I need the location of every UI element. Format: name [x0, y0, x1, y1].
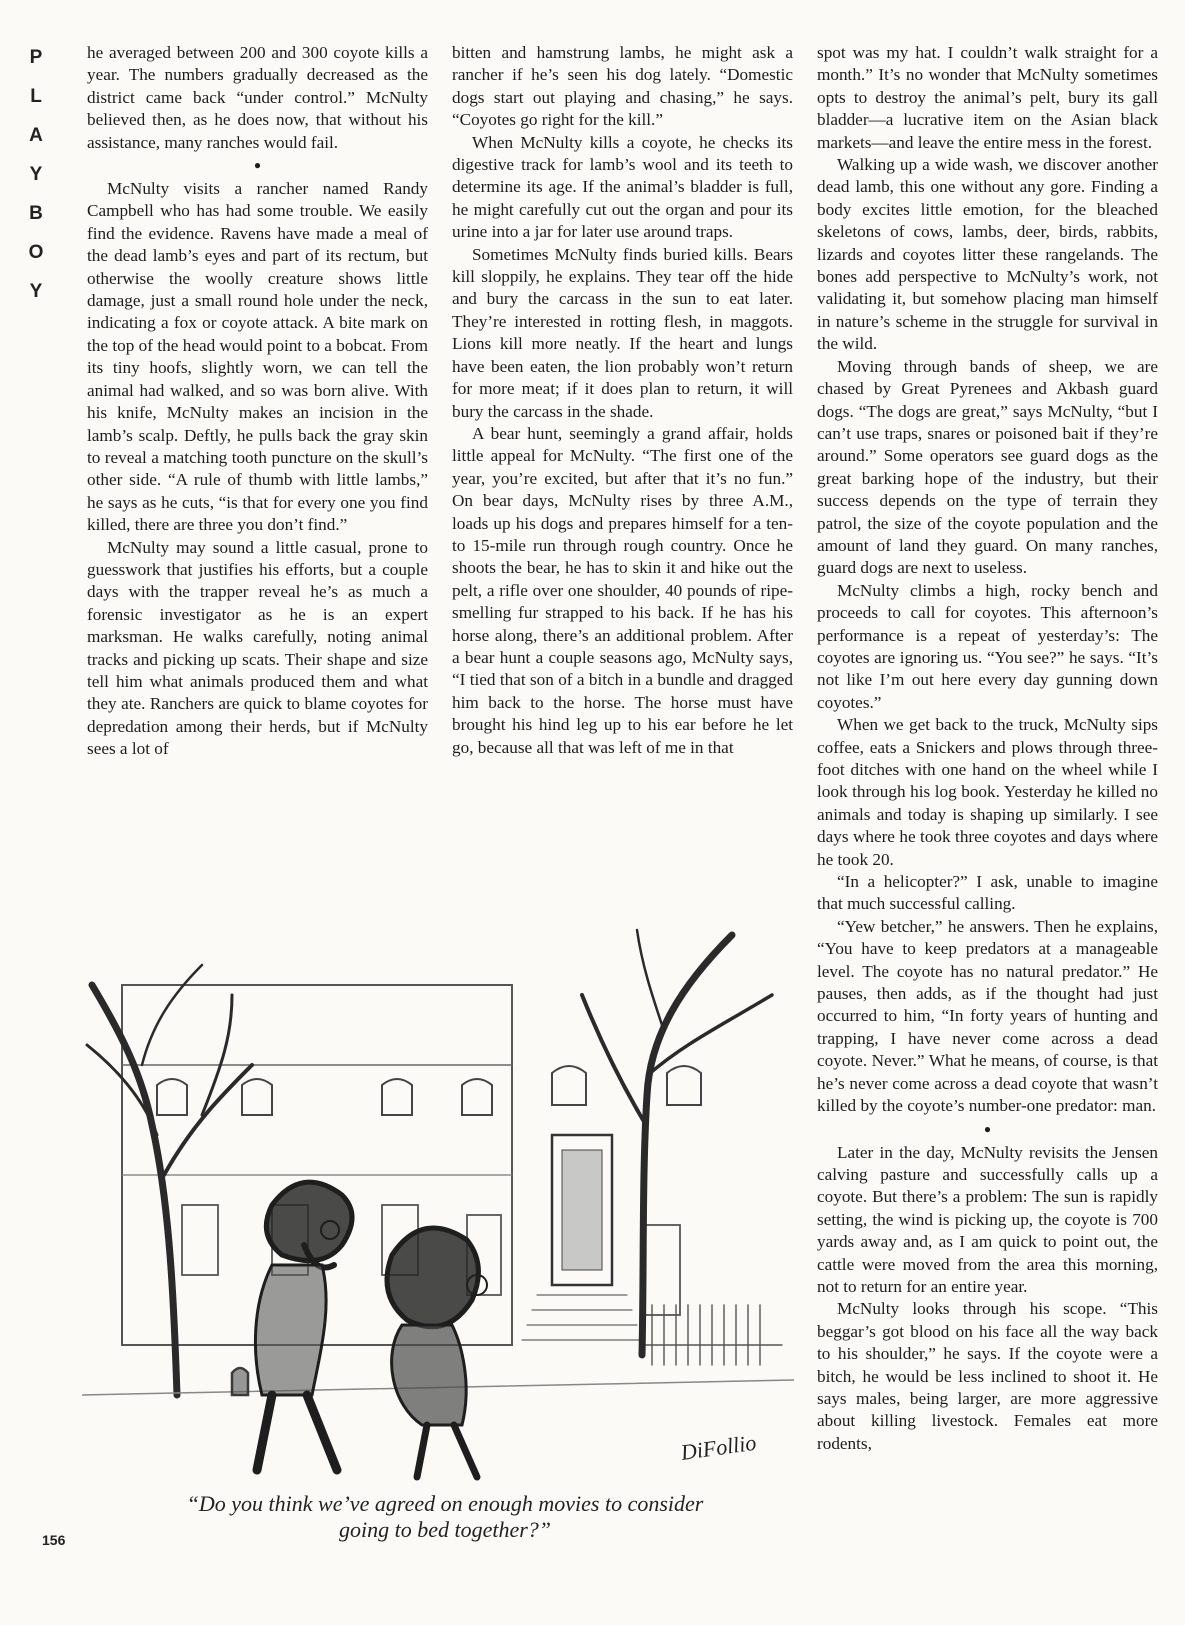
cartoon-signature: DiFollio [679, 1429, 758, 1465]
body-paragraph: he averaged between 200 and 300 coyote kills a year. The numbers gradually decreased as the district came back “under control.” McNulty believed then, as he does now, that without his assistance, many ranches would fail. [87, 43, 428, 152]
magazine-name-vertical [18, 38, 54, 311]
cartoon-caption: “Do you think we’ve agreed on enough movies to consider going to bed together?” [186, 1491, 704, 1542]
body-paragraph: spot was my hat. I couldn’t walk straight for a month.” It’s no wonder that McNulty sometimes opts to destroy the animal’s pelt, bury its gall bladder—a lucrative item on the Asian black markets—and leave the entire mess in the forest. [817, 43, 1158, 152]
body-paragraph: Later in the day, McNulty revisits the Jensen calving pasture and successfully calls up a coyote. But there’s a problem: The sun is rapidly setting, the wind is picking up, the coyote is 700 yards away and, as I am quick to point out, the cattle were moved from the area this morning, not to return for an entire year. [817, 1142, 1158, 1296]
magazine-letter: L [30, 86, 42, 107]
article-column-1 [87, 42, 428, 761]
body-paragraph: When we get back to the truck, McNulty sips coffee, eats a Snickers and plows through three-foot ditches with one hand on the wheel while I look through his log book. Yesterday he killed no animals and today is shaping up similarly. I see days where he took three coyotes and days where he took 20. [817, 715, 1158, 869]
body-paragraph: When McNulty kills a coyote, he checks its digestive track for lamb’s wool and its teeth to determine its age. If the animal’s bladder is full, he might carefully cut out the organ and pour its urine into a jar for later use around traps. [452, 132, 793, 242]
body-paragraph: Sometimes McNulty finds buried kills. Bears kill sloppily, he explains. They tear off the hide and bury the carcass in the sun to eat later. They’re interested in rotting flesh, in maggots. Lions kill more neatly. If the heart and lungs have been eaten, the lion probably won’t return for more meat; if it does plan to return, it will bury the carcass in the shade. [452, 244, 793, 421]
body-paragraph: McNulty looks through his scope. “This beggar’s got blood on his face all the way back to his shoulder,” he says. If the coyote were a bitch, he would be less inclined to shoot it. He says males, being larger, are more aggressive about killing livestock. Females eat more rodents, [817, 1299, 1158, 1453]
magazine-letter: P [29, 47, 43, 68]
article-column-2 [452, 42, 793, 759]
body-paragraph: “In a helicopter?” I ask, unable to imagine that much successful calling. [817, 872, 1158, 914]
magazine-letter: A [29, 125, 43, 146]
section-separator-dot: ● [253, 158, 262, 173]
body-paragraph: Walking up a wide wash, we discover another dead lamb, this one without any gore. Finding a body excites little emotion, for the bleached skeletons of cows, lambs, deer, birds, rabbits, lizards and coyotes litter these rangelands. The bones add perspective to McNulty’s work, not validating it, but somehow placing man himself in nature’s scheme in the struggle for survival in the wild. [817, 155, 1158, 354]
magazine-letter: O [28, 242, 44, 263]
body-paragraph: “Yew betcher,” he answers. Then he explains, “You have to keep predators at a manageable level. The coyote has no natural predator.” He pauses, then adds, as if the thought had just occurred to him, “In forty years of hunting and trapping, I have never come across a dead coyote. Never.” What he means, of course, is that he’s never come across a dead coyote that wasn’t killed by the coyote’s number-one predator: man. [817, 916, 1158, 1116]
section-separator-dot: ● [983, 1121, 992, 1136]
magazine-letter: B [29, 203, 43, 224]
cartoon-illustration [82, 925, 794, 1485]
magazine-letter: Y [29, 164, 43, 185]
article-column-3 [817, 42, 1158, 1455]
body-paragraph: McNulty may sound a little casual, prone to guesswork that justifies his efforts, but a couple days with the trapper reveal he’s as much a forensic investigator as he is an expert marksman. He walks carefully, noting animal tracks and picking up scats. Their shape and size tell him what animals produced them and what they ate. Ranchers are quick to blame coyotes for depredation among their herds, but if McNulty sees a lot of [87, 537, 428, 759]
body-paragraph: Moving through bands of sheep, we are chased by Great Pyrenees and Akbash guard dogs. “The dogs are great,” says McNulty, “but I can’t use traps, snares or poisoned bait if they’re around.” Some operators see guard dogs as the great barking hope of the industry, but their success depends on the type of terrain they patrol, the size of the coyote population and the amount of land they guard. On many ranches, guard dogs are next to useless. [817, 356, 1158, 578]
body-paragraph: McNulty climbs a high, rocky bench and proceeds to call for coyotes. This afternoon’s performance is a repeat of yesterday’s: The coyotes are ignoring us. “You see?” he says. “It’s not like I’m out here every day gunning down coyotes.” [817, 580, 1158, 712]
magazine-letter: Y [29, 281, 43, 302]
body-paragraph: McNulty visits a rancher named Randy Campbell who has had some trouble. We easily find the evidence. Ravens have made a meal of the dead lamb’s eyes and part of its rectum, but otherwise the woolly creature shows little damage, just a small round hole under the neck, indicating a fox or coyote attack. A bite mark on the top of the head would point to a bobcat. From its tiny hoofs, slightly worn, we can tell the animal had walked, and so was born alive. With his knife, McNulty makes an incision in the lamb’s scalp. Deftly, he pulls back the gray skin to reveal a matching tooth puncture on the skull’s other side. “A rule of thumb with little lambs,” he says as he cuts, “is that for every one you find killed, there are three you don’t find.” [87, 179, 428, 535]
body-paragraph: bitten and hamstrung lambs, he might ask a rancher if he’s seen his dog lately. “Domestic dogs start out playing and chasing,” he says. “Coyotes go right for the kill.” [452, 43, 793, 130]
body-paragraph: A bear hunt, seemingly a grand affair, holds little appeal for McNulty. “The first one of the year, you’re excited, but after that it’s no fun.” On bear days, McNulty rises by three A.M., loads up his dogs and prepares himself for a ten- to 15-mile run through rough country. Once he shoots the bear, he has to skin it and hike out the pelt, a rifle over one shoulder, 40 pounds of ripe-smelling fur strapped to his back. If he has his horse along, there’s an additional problem. After a bear hunt a couple seasons ago, McNulty says, “I tied that son of a bitch in a bundle and dragged him back to the horse. The horse must have brought his hind leg up to his ear before he let go, because all that was left of me in that [452, 423, 793, 757]
page-number: 156 [42, 1532, 66, 1548]
